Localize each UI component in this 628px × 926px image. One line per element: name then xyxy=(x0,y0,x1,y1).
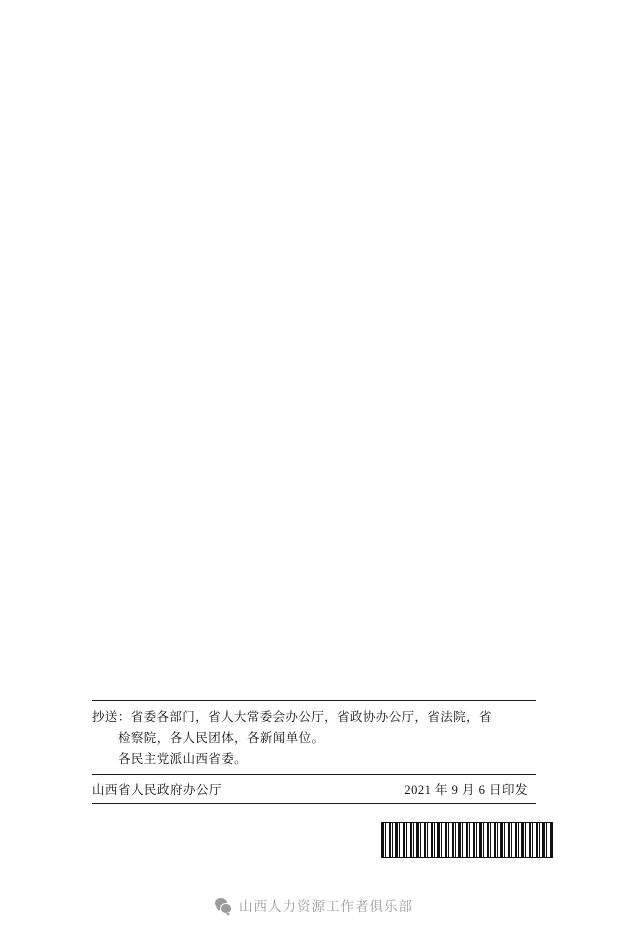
wechat-icon xyxy=(215,897,232,914)
copy-to-section xyxy=(92,701,536,774)
document-footer-block xyxy=(92,700,536,804)
barcode-strip xyxy=(381,822,553,858)
watermark-attribution xyxy=(0,884,628,926)
issuer-name: 山西省人民政府办公厅 xyxy=(92,783,223,797)
footer-bottom-rule xyxy=(92,803,536,804)
watermark-label: 山西人力资源工作者俱乐部 xyxy=(239,899,413,914)
issuer-row xyxy=(92,775,536,803)
copy-to-line-3: 各民主党派山西省委。 xyxy=(118,752,248,766)
issue-date: 2021 年 9 月 6 日印发 xyxy=(404,783,528,797)
copy-to-line-2: 检察院，各人民团体，各新闻单位。 xyxy=(118,731,325,745)
copy-to-line-1: 抄送：省委各部门，省人大常委会办公厅，省政协办公厅，省法院，省 xyxy=(92,710,492,724)
